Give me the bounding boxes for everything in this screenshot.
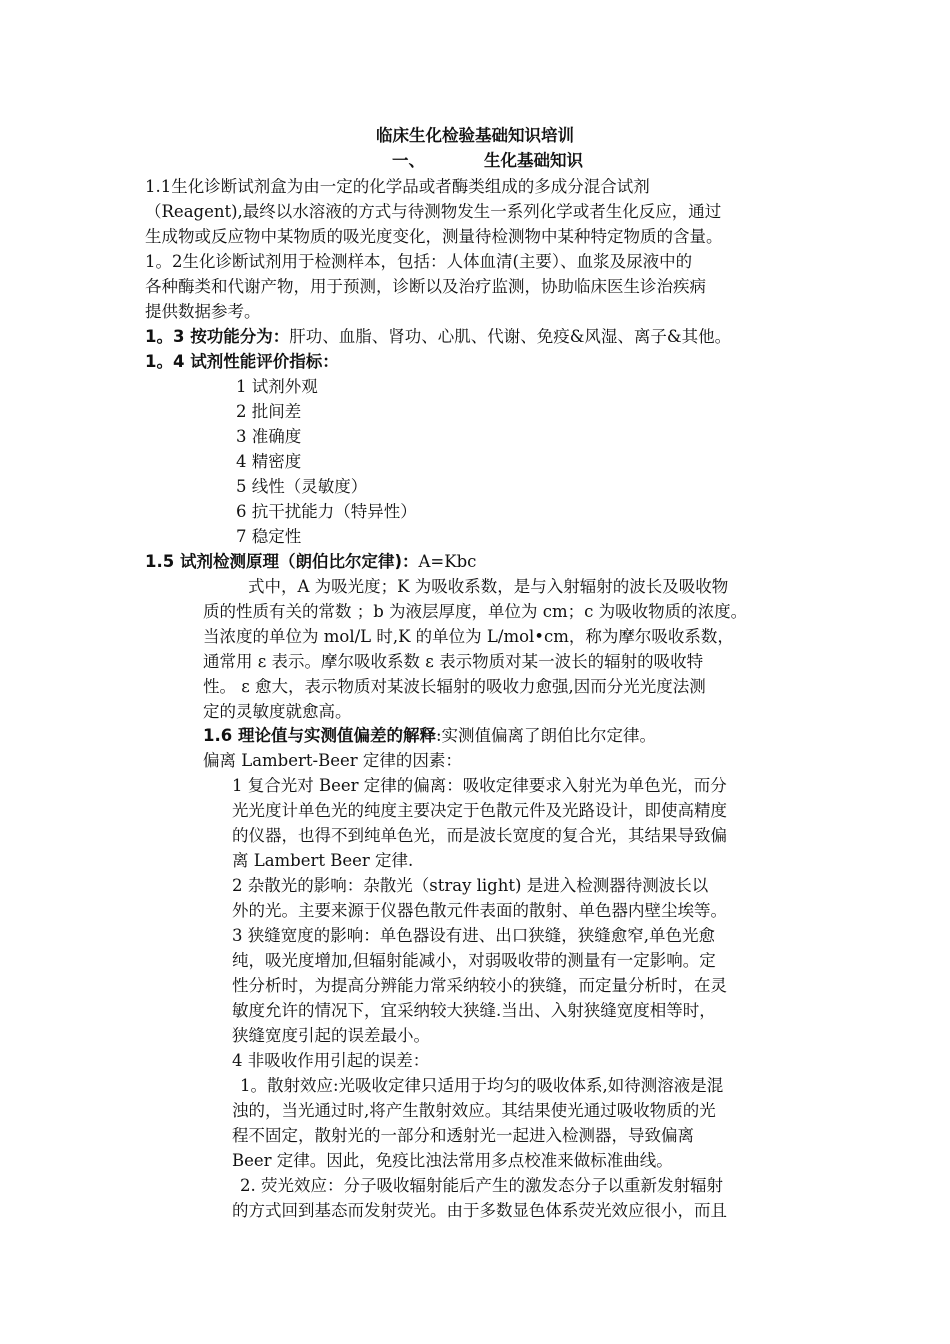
paragraph-text: 生化诊断试剂盒为由一定的化学品或者酶类组成的多成分混合试剂 [171,177,650,196]
factor-3-line-5: 狭缝宽度引起的误差最小。 [232,1026,430,1045]
factor-3-line-2: 纯，吸光度增加,但辐射能减小，对弱吸收带的测量有一定影响。定 [232,951,716,970]
factor-3-line-1: 3 狭缝宽度的影响：单色器设有进、出口狭缝，狭缝愈窄,单色光愈 [232,926,715,945]
paragraph-label: 1.5 试剂检测原理（朗伯比尔定律)： [145,552,419,571]
paragraph-1-5-line-4: 通常用 ε 表示。摩尔吸收系数 ε 表示物质对某一波长的辐射的吸收特 [203,652,704,671]
paragraph-number: 1。2 [145,252,183,271]
factor-4-1-line-1: 1。散射效应:光吸收定律只适用于均匀的吸收体系,如待测溶液是混 [240,1076,724,1095]
paragraph-1-1-line-2: （Reagent),最终以水溶液的方式与待测物发生一系列化学或者生化反应，通过 [145,202,722,221]
list-item: 4 精密度 [236,452,302,471]
paragraph-1-2-line-3: 提供数据参考。 [145,302,261,321]
paragraph-label: 1。3 按功能分为： [145,327,290,346]
paragraph-1-4-label: 1。4 试剂性能评价指标： [145,352,339,371]
factor-4-1-line-4: Beer 定律。因此，免疫比浊法常用多点校准来做标准曲线。 [232,1151,673,1170]
paragraph-1-5-line-3: 当浓度的单位为 mol/L 时,K 的单位为 L/mol•cm，称为摩尔吸收系数， [203,627,734,646]
factor-4-2-line-1: 2. 荧光效应：分子吸收辐射能后产生的激发态分子以重新发射辐射 [240,1176,723,1195]
factor-3-line-4: 敏度允许的情况下，宜采纳较大狭缝.当出、入射狭缝宽度相等时， [232,1001,716,1020]
paragraph-number: 1.1 [145,177,172,196]
paragraph-1-5-line-2: 质的性质有关的常数 ；b 为液层厚度，单位为 cm；c 为吸收物质的浓度。 [203,602,748,621]
paragraph-1-5-heading [145,550,476,574]
section-title: 生化基础知识 [484,151,583,170]
list-item: 5 线性（灵敏度） [236,477,368,496]
section-number: 一、 [392,151,425,170]
formula: A=Kbc [418,552,477,571]
factor-2-line-2: 外的光。主要来源于仪器色散元件表面的散射、单色器内壁尘埃等。 [232,901,727,920]
paragraph-1-5-line-1: 式中，A 为吸光度；K 为吸收系数，是与入射辐射的波长及吸收物 [248,577,729,596]
list-item: 7 稳定性 [236,527,302,546]
paragraph-1-2-line-1 [145,250,692,274]
paragraph-1-1-line-3: 生成物或反应物中某物质的吸光度变化，测量待检测物中某种特定物质的含量。 [145,227,723,246]
paragraph-1-5-line-6: 定的灵敏度就愈高。 [203,702,352,721]
factor-1-line-2: 光光度计单色光的纯度主要决定于色散元件及光路设计，即使高精度 [232,801,727,820]
factor-4-1-line-2: 浊的，当光通过时,将产生散射效应。其结果使光通过吸收物质的光 [232,1101,716,1120]
paragraph-label: 1.6 理论值与实测值偏差的解释 [203,726,436,745]
paragraph-1-6-subheading: 偏离 Lambert-Beer 定律的因素： [203,751,462,770]
paragraph-text: 生化诊断试剂用于检测样本，包括：人体血清(主要）、血浆及尿液中的 [182,252,693,271]
page-title: 临床生化检验基础知识培训 [376,126,574,145]
paragraph-1-2-line-2: 各种酶类和代谢产物，用于预测，诊断以及治疗监测，协助临床医生诊治疾病 [145,277,706,296]
paragraph-1-3 [145,325,731,349]
list-item: 6 抗干扰能力（特异性） [236,502,417,521]
factor-4-1-line-3: 程不固定，散射光的一部分和透射光一起进入检测器，导致偏离 [232,1126,694,1145]
factor-1-line-1: 1 复合光对 Beer 定律的偏离：吸收定律要求入射光为单色光，而分 [232,776,727,795]
list-item: 2 批间差 [236,402,302,421]
factor-4-2-line-2: 的方式回到基态而发射荧光。由于多数显色体系荧光效应很小，而且 [232,1201,727,1220]
paragraph-text: 肝功、血脂、肾功、心肌、代谢、免疫&风湿、离子&其他。 [289,327,732,346]
factor-2-line-1: 2 杂散光的影响：杂散光（stray light) 是进入检测器待测波长以 [232,876,709,895]
factor-3-line-3: 性分析时，为提高分辨能力常采纳较小的狭缝，而定量分析时，在灵 [232,976,727,995]
list-item: 3 准确度 [236,427,302,446]
paragraph-1-6-heading [203,724,656,748]
paragraph-text: :实测值偏离了朗伯比尔定律。 [435,726,657,745]
paragraph-1-1-line-1 [145,175,650,199]
factor-1-line-4: 离 Lambert Beer 定律. [232,851,414,870]
list-item: 1 试剂外观 [236,377,318,396]
factor-4-heading: 4 非吸收作用引起的误差： [232,1051,430,1070]
paragraph-1-5-line-5: 性。 ε 愈大，表示物质对某波长辐射的吸收力愈强,因而分光光度法测 [203,677,706,696]
factor-1-line-3: 的仪器，也得不到纯单色光，而是波长宽度的复合光，其结果导致偏 [232,826,727,845]
